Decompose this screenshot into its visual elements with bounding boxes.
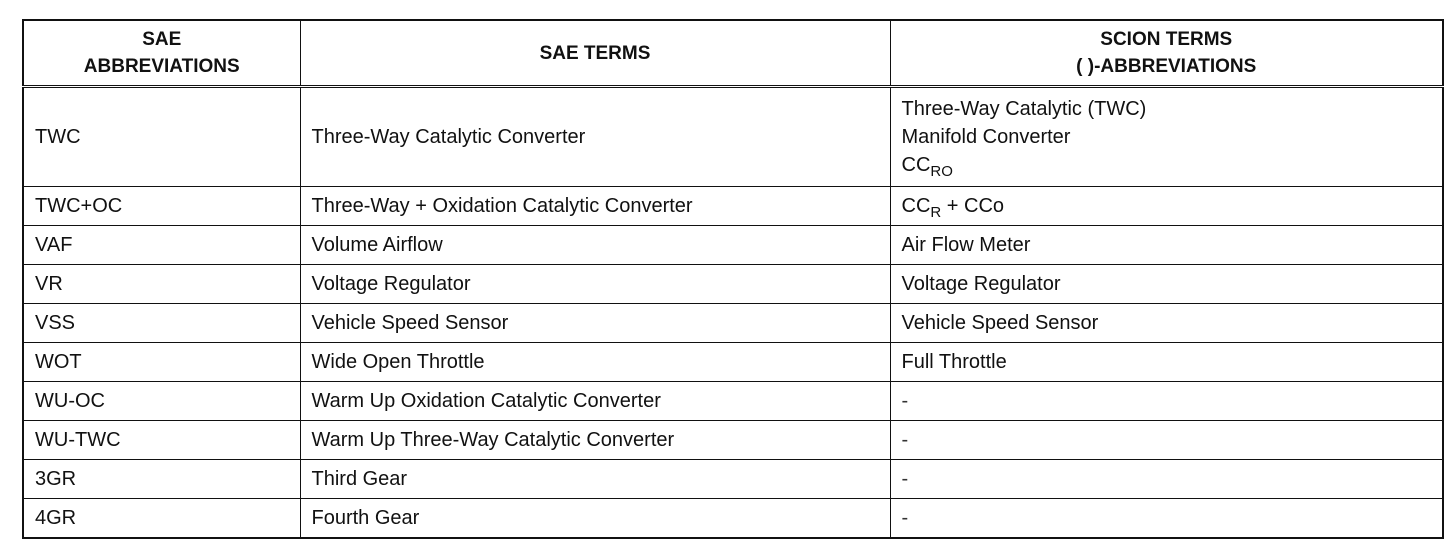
table-row [23, 226, 1443, 265]
table-row [23, 499, 1443, 538]
table-row [23, 265, 1443, 304]
table-header [23, 20, 1443, 87]
abbreviations-table [22, 19, 1444, 539]
header-line: SAE [142, 29, 182, 50]
table-row [23, 421, 1443, 460]
table-row [23, 382, 1443, 421]
header-line: SCION TERMS [1100, 29, 1233, 50]
cell-scion-term: Vehicle Speed Sensor [890, 304, 1443, 343]
cell-sae-term: Warm Up Three-Way Catalytic Converter [300, 421, 890, 460]
cell-sae-term: Warm Up Oxidation Catalytic Converter [300, 382, 890, 421]
cell-scion-term: - [890, 382, 1443, 421]
cell-scion-term: - [890, 499, 1443, 538]
cell-sae-term: Fourth Gear [300, 499, 890, 538]
cell-sae-term: Volume Airflow [300, 226, 890, 265]
scion-term-subscript: RO [930, 163, 953, 180]
cell-scion-term: Full Throttle [890, 343, 1443, 382]
cell-sae-term: Three-Way + Oxidation Catalytic Converter [300, 187, 890, 226]
cell-abbreviation: TWC+OC [23, 187, 300, 226]
table-row [23, 87, 1443, 187]
cell-sae-term: Voltage Regulator [300, 265, 890, 304]
scion-term-tail: + CCo [941, 195, 1005, 217]
cell-scion-term: - [890, 460, 1443, 499]
cell-abbreviation: WU-OC [23, 382, 300, 421]
scion-term-base: CC [901, 195, 931, 217]
cell-scion-term: Voltage Regulator [890, 265, 1443, 304]
cell-sae-term: Vehicle Speed Sensor [300, 304, 890, 343]
cell-sae-term: Third Gear [300, 460, 890, 499]
cell-scion-term [890, 87, 1443, 187]
scion-term-base: CC [901, 154, 931, 176]
cell-scion-term: Air Flow Meter [890, 226, 1443, 265]
cell-sae-term: Wide Open Throttle [300, 343, 890, 382]
cell-sae-term: Three-Way Catalytic Converter [300, 87, 890, 187]
scion-term-line: Manifold Converter [901, 126, 1071, 148]
cell-abbreviation: WU-TWC [23, 421, 300, 460]
table-row [23, 460, 1443, 499]
cell-abbreviation: VSS [23, 304, 300, 343]
table-body [23, 87, 1443, 538]
header-row [23, 20, 1443, 87]
cell-abbreviation: VAF [23, 226, 300, 265]
header-scion-terms [890, 20, 1443, 87]
header-line: SAE TERMS [539, 42, 651, 64]
table-row [23, 343, 1443, 382]
header-line: ABBREVIATIONS [83, 56, 240, 77]
table-row [23, 187, 1443, 226]
cell-abbreviation: 3GR [23, 460, 300, 499]
scion-term-line [902, 151, 1443, 179]
cell-abbreviation: TWC [23, 87, 300, 187]
cell-scion-term [890, 187, 1443, 226]
cell-scion-term: - [890, 421, 1443, 460]
scion-term-subscript: R [930, 204, 942, 221]
header-line: ( )-ABBREVIATIONS [1076, 56, 1257, 77]
cell-abbreviation: VR [23, 265, 300, 304]
cell-abbreviation: 4GR [23, 499, 300, 538]
table-row [23, 304, 1443, 343]
cell-abbreviation: WOT [23, 343, 300, 382]
header-sae-terms [300, 20, 890, 87]
scion-term-line: Three-Way Catalytic (TWC) [901, 98, 1147, 120]
header-sae-abbreviations [23, 20, 300, 87]
